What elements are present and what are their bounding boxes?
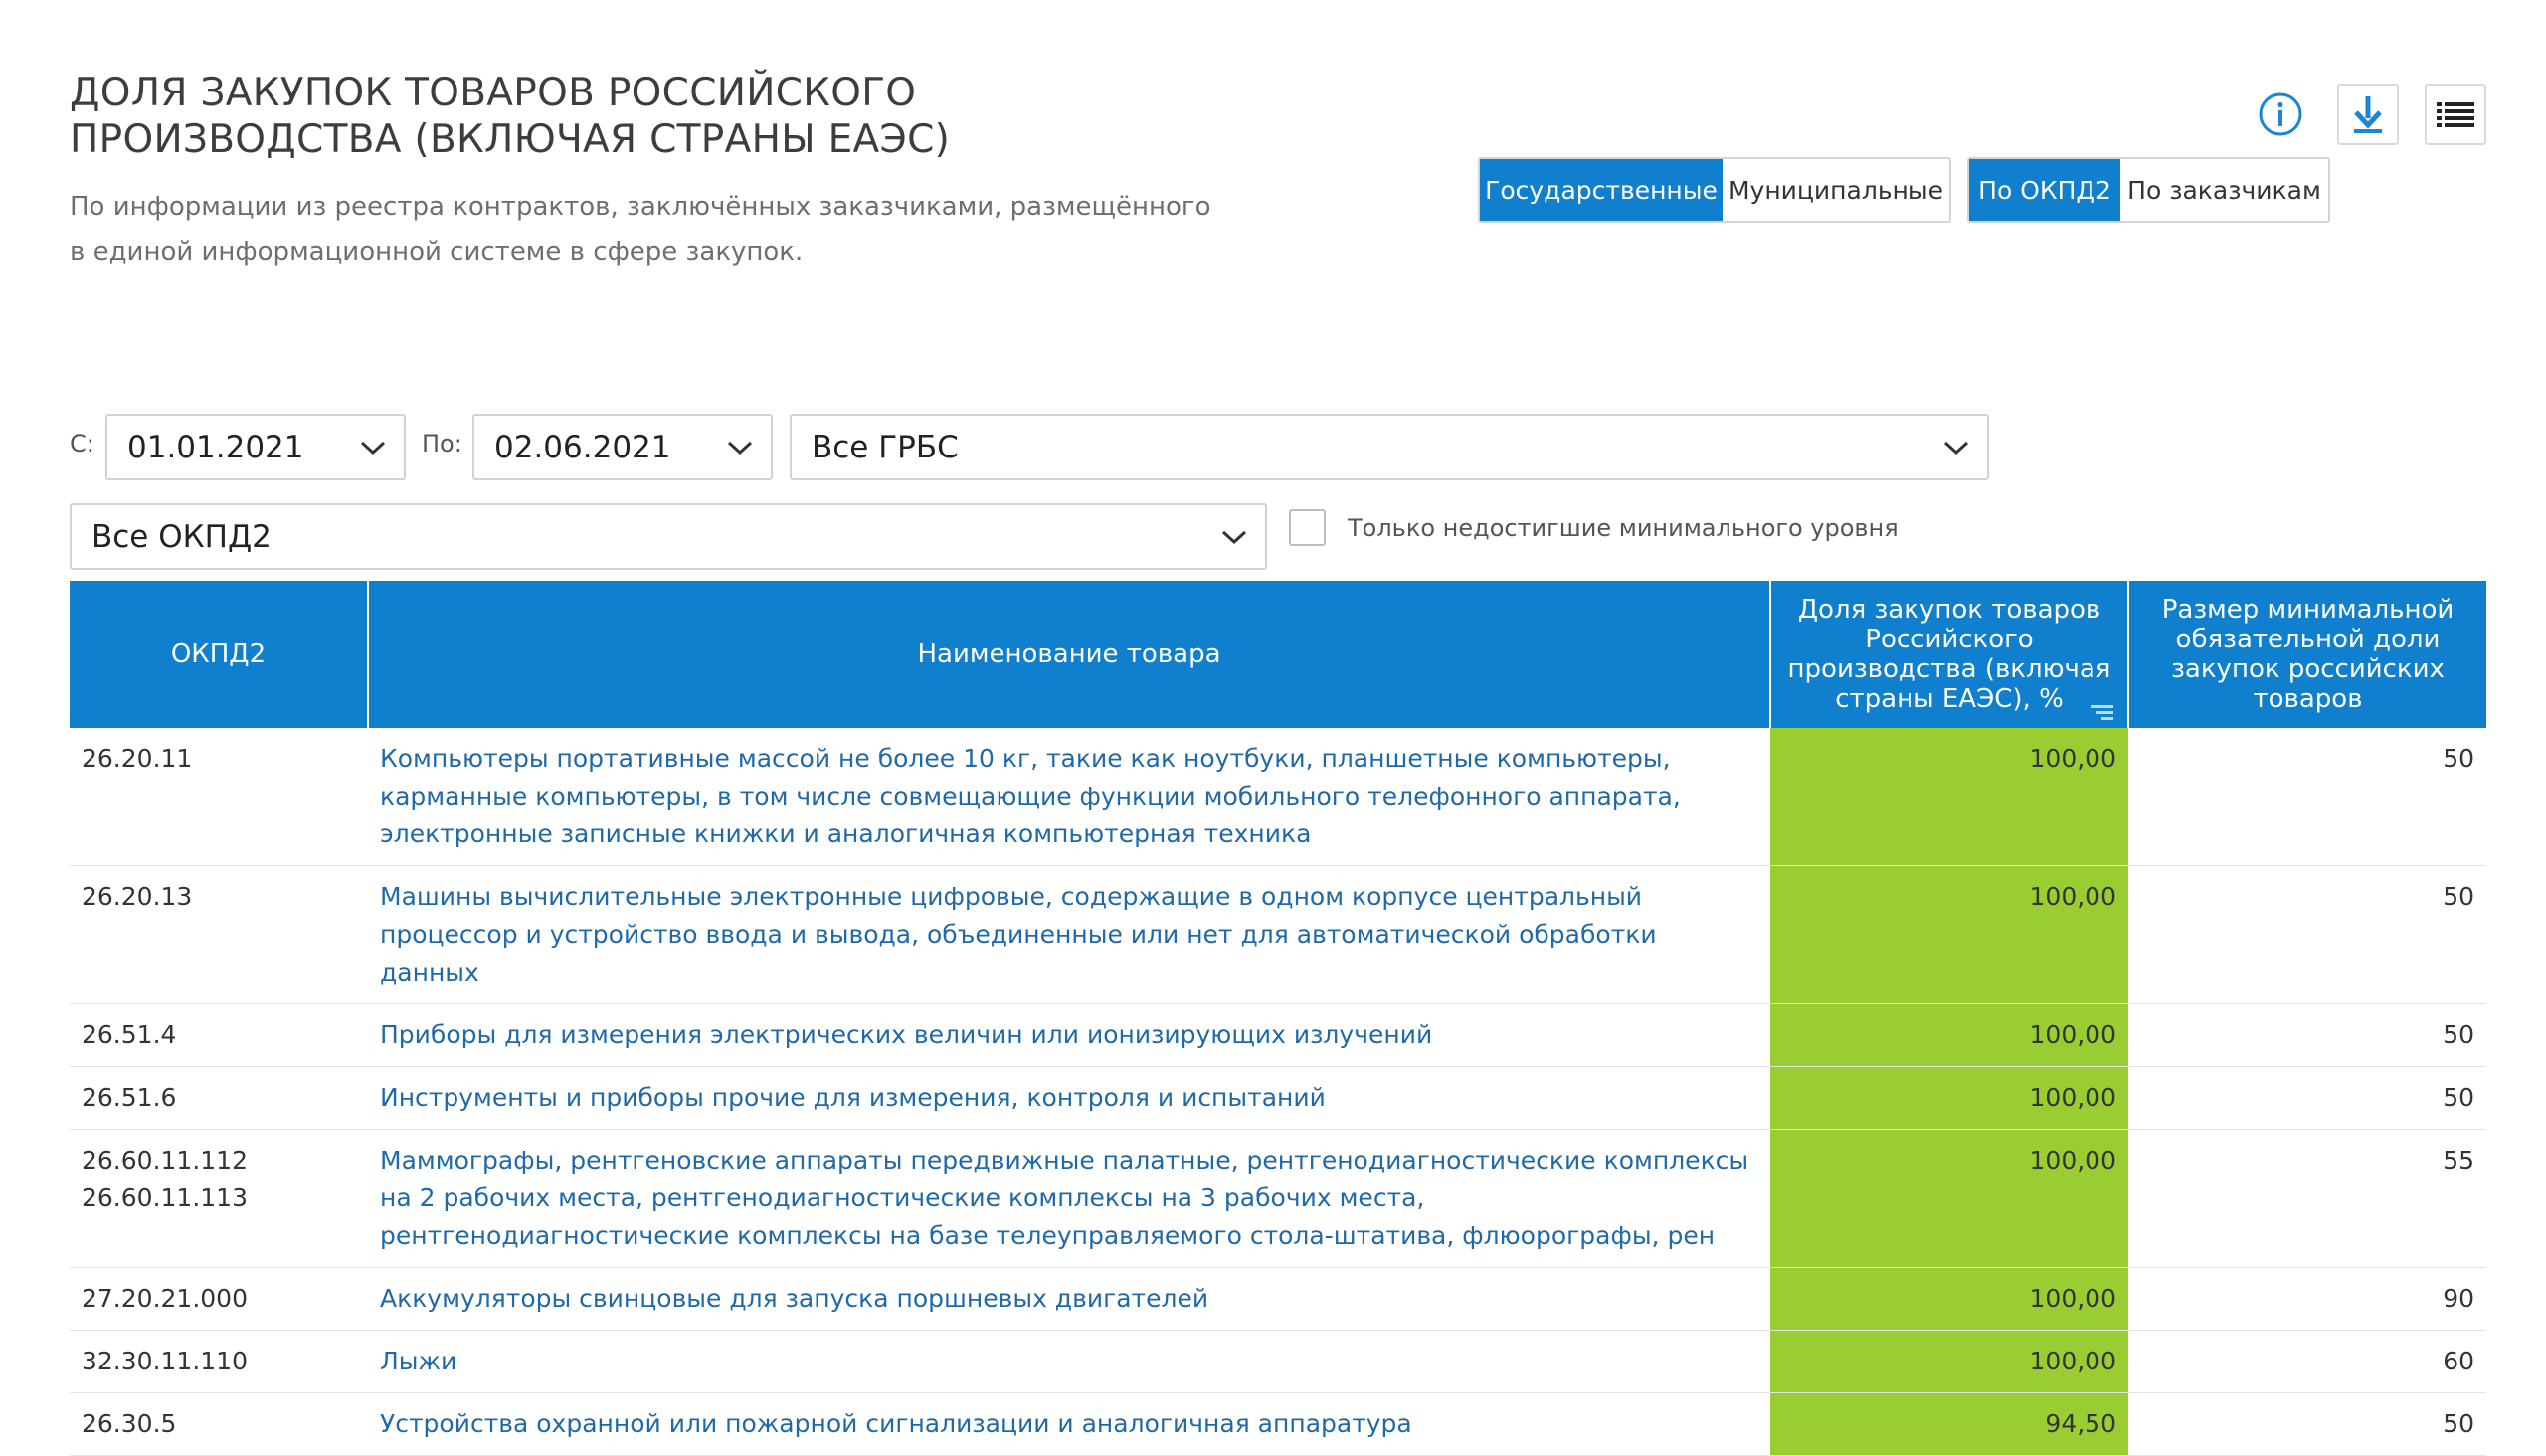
product-name-link[interactable]: Маммографы, рентгеновские аппараты передвижные палатные, рентгенодиагностические комплексы на 2 рабочих места, рентгенодиагностические комплексы на 3 рабочих места, рентгенодиагностические комплексы на базе телеуправляемого стола-штатива, флюорографы, рен [368,1130,1770,1268]
toolbar [2250,84,2486,145]
date-to-label: По: [422,430,462,457]
okpd-code-cell [70,1331,368,1393]
page-subtitle: По информации из реестра контрактов, заключённых заказчиками, размещённого в единой информационной системе в сфере закупок. [70,192,1211,267]
product-name-link[interactable]: Аккумуляторы свинцовые для запуска поршневых двигателей [368,1268,1770,1331]
date-from-label: С: [70,430,94,457]
date-from-value: 01.01.2021 [127,429,304,465]
chevron-down-icon [1943,438,1969,457]
info-button[interactable] [2250,84,2311,145]
product-name-link[interactable]: Инструменты и приборы прочие для измерения, контроля и испытаний [368,1067,1770,1130]
min-share-cell: 60 [2128,1331,2486,1393]
table-row[interactable] [70,1004,2486,1067]
column-header-name[interactable]: Наименование товара [368,581,1770,728]
okpd-value: Все ОКПД2 [91,518,272,555]
share-cell: 100,00 [1770,1004,2128,1067]
table-row[interactable] [70,1130,2486,1268]
state-toggle-button[interactable]: Государственные [1480,159,1723,221]
grbs-value: Все ГРБС [812,429,959,465]
okpd-code-cell [70,1268,368,1331]
okpd-code-cell [70,866,368,1004]
okpd-code-secondary: 26.60.11.113 [82,1183,248,1212]
procurement-table [70,581,2486,1456]
by-okpd-toggle-button[interactable]: По ОКПД2 [1969,159,2120,221]
min-share-cell: 50 [2128,1067,2486,1130]
product-name-link[interactable]: Машины вычислительные электронные цифровые, содержащие в одном корпусе центральный процессор и устройство ввода и вывода, объединенные или нет для автоматической обработки данных [368,866,1770,1004]
table-row[interactable] [70,1393,2486,1456]
table-row[interactable] [70,1268,2486,1331]
share-cell: 100,00 [1770,1331,2128,1393]
info-icon [2257,91,2304,138]
okpd-code-cell [70,1393,368,1456]
table-row[interactable] [70,1331,2486,1393]
share-cell: 100,00 [1770,728,2128,866]
product-name-link[interactable]: Приборы для измерения электрических величин или ионизирующих излучений [368,1004,1770,1067]
min-share-cell: 50 [2128,1393,2486,1456]
okpd-code: 26.51.6 [82,1083,177,1112]
download-icon [2351,94,2385,134]
table-row[interactable] [70,866,2486,1004]
column-header-okpd[interactable]: ОКПД2 [70,581,368,728]
table-row[interactable] [70,728,2486,866]
min-share-cell: 50 [2128,1004,2486,1067]
chevron-down-icon [727,438,753,457]
min-share-cell: 90 [2128,1268,2486,1331]
share-cell: 94,50 [1770,1393,2128,1456]
min-share-cell: 55 [2128,1130,2486,1268]
column-header-min-share[interactable]: Размер минимальной обязательной доли закупок российских товаров [2128,581,2486,728]
share-cell: 100,00 [1770,1268,2128,1331]
product-name-link[interactable]: Лыжи [368,1331,1770,1393]
list-view-button[interactable] [2425,84,2486,145]
sort-icon[interactable] [2091,704,2113,720]
download-button[interactable] [2337,84,2399,145]
date-from-select[interactable] [105,414,406,480]
okpd-select[interactable] [70,503,1267,570]
okpd-code: 26.20.11 [82,744,193,773]
level-toggle [1478,157,1951,223]
product-name-link[interactable]: Компьютеры портативные массой не более 10 кг, такие как ноутбуки, планшетные компьютеры, карманные компьютеры, в том числе совмещающие функции мобильного телефонного аппарата, электронные записные книжки и аналогичная компьютерная техника [368,728,1770,866]
okpd-code-cell [70,1067,368,1130]
date-to-value: 02.06.2021 [494,429,671,465]
column-header-share[interactable]: Доля закупок товаров Российского производства (включая страны ЕАЭС), % [1770,581,2128,728]
min-share-cell: 50 [2128,728,2486,866]
okpd-code-cell [70,728,368,866]
okpd-code: 26.20.13 [82,882,193,911]
list-icon [2437,101,2474,127]
group-toggle [1967,157,2330,223]
min-level-checkbox[interactable] [1289,509,1326,546]
okpd-code: 26.30.5 [82,1409,177,1438]
share-cell: 100,00 [1770,1067,2128,1130]
okpd-code: 32.30.11.110 [82,1347,248,1375]
okpd-code: 26.60.11.112 [82,1146,248,1175]
grbs-select[interactable] [790,414,1989,480]
min-share-cell: 50 [2128,866,2486,1004]
product-name-link[interactable]: Устройства охранной или пожарной сигнализации и аналогичная аппаратура [368,1393,1770,1456]
by-customers-toggle-button[interactable]: По заказчикам [2127,175,2321,205]
okpd-code-cell [70,1004,368,1067]
table-row[interactable] [70,1067,2486,1130]
okpd-code-cell [70,1130,368,1268]
okpd-code: 27.20.21.000 [82,1284,248,1313]
min-level-filter [1289,509,1899,546]
okpd-code: 26.51.4 [82,1020,177,1049]
chevron-down-icon [360,438,386,457]
share-cell: 100,00 [1770,866,2128,1004]
date-to-select[interactable] [472,414,773,480]
share-cell: 100,00 [1770,1130,2128,1268]
min-level-label: Только недостигшие минимального уровня [1348,513,1899,542]
table-header-row [70,581,2486,728]
chevron-down-icon [1221,527,1247,547]
municipal-toggle-button[interactable]: Муниципальные [1728,175,1944,205]
page-title: ДОЛЯ ЗАКУПОК ТОВАРОВ РОССИЙСКОГО ПРОИЗВОДСТВА (ВКЛЮЧАЯ СТРАНЫ ЕАЭС) [70,71,951,162]
